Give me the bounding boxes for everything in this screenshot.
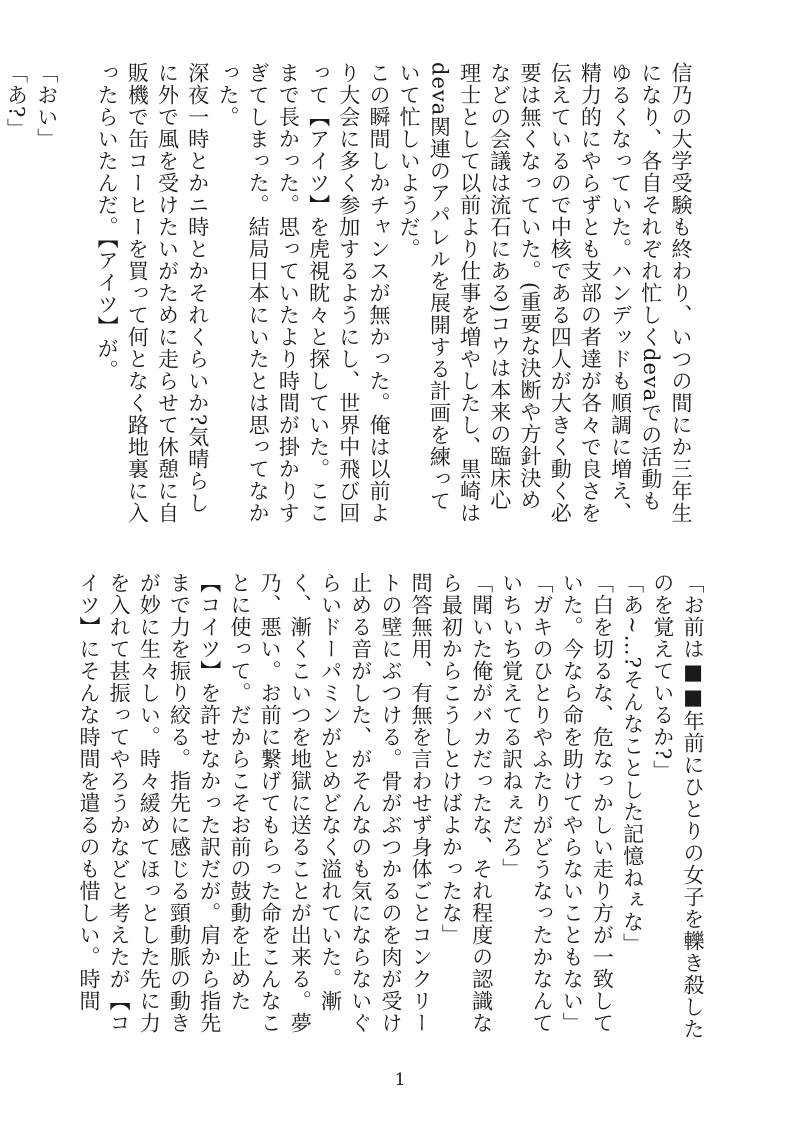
dialogue-line: 「おい」 [34, 62, 59, 150]
dialogue-line: 「あ~…?そんなことした記憶ねぇな」 [620, 572, 645, 955]
dialogue-line: 「あ?」 [4, 62, 29, 141]
dialogue-line: 「ガキのひとりやふたりがどうなったかなんていちいち覚えてる訳ねぇだろ」 [499, 572, 554, 1034]
paragraph: 問答無用、有無を言わせず身体ごとコンクリートの壁にぶつける。骨がぶつかるのを肉が受け止める音がした、がそんなのも気にならないぐらいドーパミンがとめどなく溢れていた。漸く、漸くこいつを地獄に送ることが出来る。夢乃、悪い。お前に繋げてもらった命をこんなことに使って。だからこそお前の鼓動を止めた【コイツ】を許せなかった訳だが。肩から指先まで力を振り絞る。指先に感じる頸動脈の動きが妙に生々しい。時々緩めてほっとした先に力を入れて甚振ってやろうかなどと考えたが【コイツ】にそんな時間を遣るのも惜しい。時間 [76, 572, 434, 1034]
dialogue-line: 「白を切るな、危なっかしい走り方が一致していた。今なら命を助けてやらないこともない」 [560, 572, 615, 1034]
page-number: 1 [394, 1070, 406, 1090]
paragraph: 深夜一時とかニ時とかそれくらいか?気晴らしに外で風を受けたいがために走らせて休憩に自販機で缶コーヒーを買って何となく路地裏に入ったらいたんだ。【アイツ】が。 [95, 62, 210, 524]
upper-text-block [4, 62, 696, 524]
blank-line [62, 62, 92, 524]
dialogue-line: 「お前は■■年前にひとりの女子を轢き殺したのを覚えているか?」 [650, 572, 705, 1040]
lower-text-block [76, 572, 708, 1047]
dialogue-line: 「聞いた俺がバカだったな、それ程度の認識なら最初からこうしとけばよかったな」 [439, 572, 494, 1034]
paragraph: 信乃の大学受験も終わり、いつの間にか三年生になり、各自それぞれ忙しくdevaでの活動もゆるくなっていた。ハンデッドも順調に増え、精力的にやらずとも支部の者達が各々で良さを伝えているので中核である四人が大きく動く必要は無くなっていた。(重要な決断や方針決めなどの会議は流石にある)コウは本来の臨床心理士として以前より仕事を増やしたし、黒崎はdeva関連のアパレルを展開する計画を練っていて忙しいようだ。 [397, 62, 693, 524]
paragraph: この瞬間しかチャンスが無かった。俺は以前より大会に多く参加するようにし、世界中飛び回って【アイツ】を虎視眈々と探していた。ここまで長かった。思っていたより時間が掛かりすぎてしまった。結局日本にいたとは思ってなかった。 [215, 62, 391, 524]
